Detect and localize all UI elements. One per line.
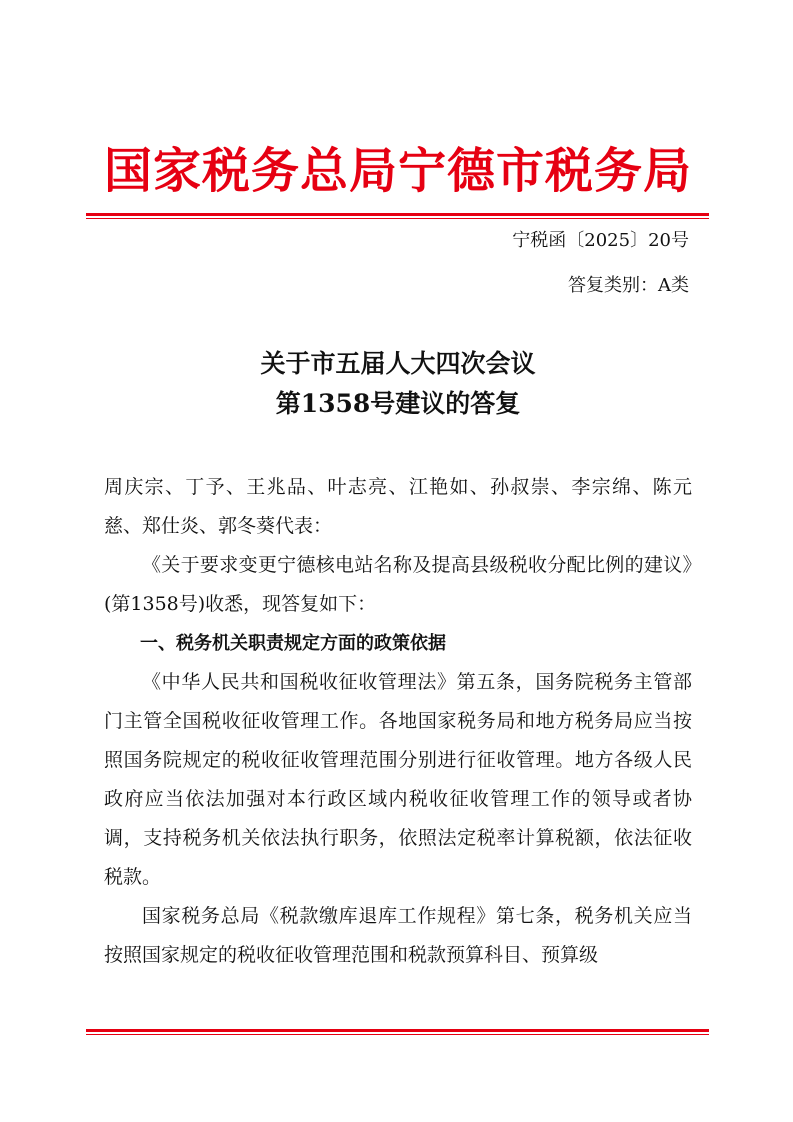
masthead-divider	[86, 213, 709, 219]
footer-thin-line	[86, 1034, 709, 1035]
document-title	[100, 344, 696, 424]
salutation: 周庆宗、丁予、王兆品、叶志亮、江艳如、孙叔崇、李宗绵、陈元慈、郑仕炎、郭冬葵代表：	[104, 476, 692, 537]
footer-divider	[86, 1029, 709, 1035]
title-line-2: 第1358号建议的答复	[275, 389, 521, 418]
body-paragraph-2: 国家税务总局《税款缴库退库工作规程》第七条，税务机关应当按照国家规定的税收征收管理范围和税款预算科目、预算级	[104, 905, 692, 966]
document-body	[104, 468, 692, 975]
document-number: 宁税函〔2025〕20号	[512, 230, 689, 251]
section-heading: 一、税务机关职责规定方面的政策依据	[140, 633, 446, 654]
intro-paragraph: 《关于要求变更宁德核电站名称及提高县级税收分配比例的建议》(第1358号)收悉，现答复如下：	[104, 554, 692, 615]
body-paragraph-1: 《中华人民共和国税收征收管理法》第五条，国务院税务主管部门主管全国税收征收管理工作。各地国家税务局和地方税务局应当按照国务院规定的税收征收管理范围分别进行征收管理。地方各级人民政府应当依法加强对本行政区域内税收征收管理工作的领导或者协调，支持税务机关依法执行职务，依照法定税率计算税额，依法征收税款。	[104, 671, 692, 888]
divider-thin-line	[86, 218, 709, 219]
reply-category: 答复类别：A类	[568, 275, 689, 296]
organization-masthead: 国家税务总局宁德市税务局	[103, 143, 692, 199]
footer-thick-line	[86, 1029, 709, 1032]
divider-thick-line	[86, 213, 709, 216]
title-line-1: 关于市五届人大四次会议	[260, 349, 536, 378]
